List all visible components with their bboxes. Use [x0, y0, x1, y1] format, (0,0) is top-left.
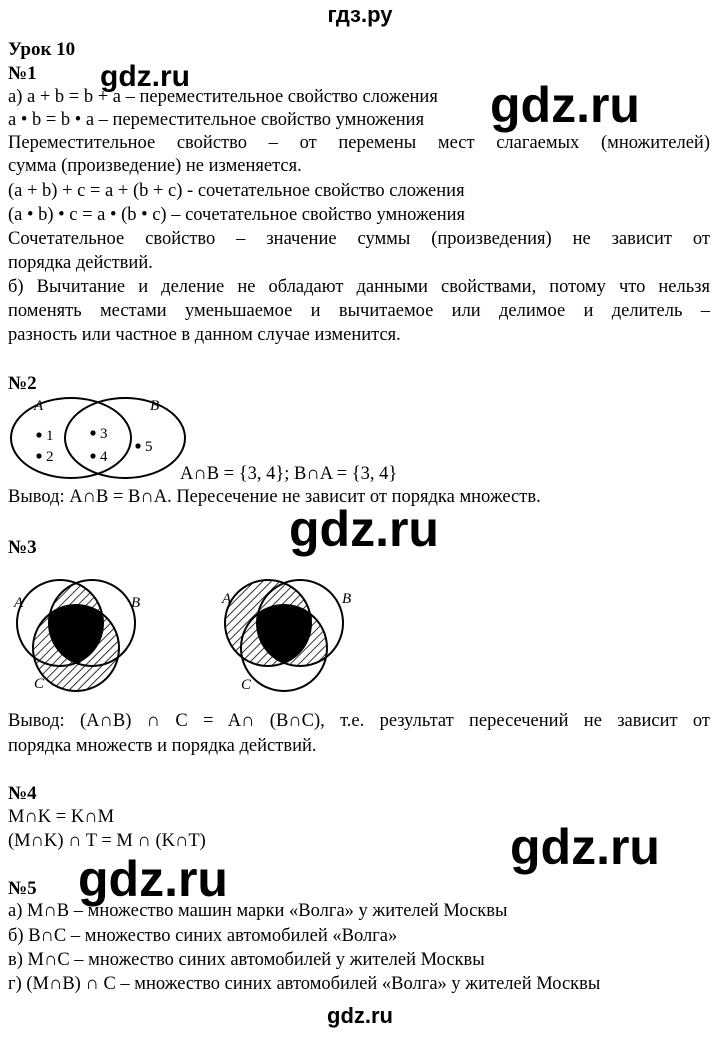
point-label: 5 — [145, 439, 153, 455]
point-label: 2 — [46, 449, 54, 465]
label-b: B — [131, 595, 141, 611]
task5-line: г) (M∩B) ∩ C – множество синих автомобилей «Волга» у жителей Москвы — [8, 974, 601, 994]
point-label: 3 — [100, 426, 108, 442]
label-a: A — [222, 591, 232, 607]
task1-line: (a • b) • c = a • (b • c) – сочетательное свойство умножения — [8, 205, 466, 225]
task1-line: (a + b) + c = a + (b + c) - сочетательное свойство сложения — [8, 181, 465, 201]
task1-line: б) Вычитание и деление не обладают данными свойствами, потому что нельзя — [8, 277, 710, 297]
task1-line: разность или частное в данном случае изменится. — [8, 325, 401, 345]
label-a: A — [14, 595, 24, 611]
set-b-label: B — [150, 398, 160, 414]
task1-line: сумма (произведение) не изменяется. — [8, 156, 302, 176]
point-label: 1 — [46, 428, 54, 444]
watermark: gdz.ru — [490, 77, 640, 133]
set-a-label: A — [34, 398, 44, 414]
task3-conclusion: Вывод: (A∩B) ∩ C = A∩ (B∩C), т.е. результат пересечений не зависит от — [8, 711, 710, 731]
task4-line: M∩K = K∩M — [8, 807, 115, 827]
point-label: 4 — [100, 449, 108, 465]
watermark: gdz.ru — [289, 501, 439, 557]
task1-line: порядка действий. — [8, 253, 153, 273]
task5-line: в) M∩C – множество синих автомобилей у жителей Москвы — [8, 950, 485, 970]
lesson-title: Урок 10 — [8, 39, 76, 60]
task3-conclusion: порядка множеств и порядка действий. — [8, 736, 317, 756]
task1-line: поменять местами уменьшаемое и вычитаемое или делимое и делитель – — [8, 301, 710, 321]
task5-number: №5 — [8, 878, 37, 899]
task1-line: a • b = b • a – переместительное свойство умножения — [8, 110, 425, 130]
watermark: gdz.ru — [78, 851, 228, 907]
task3-venn-diagrams — [0, 572, 720, 702]
label-c: C — [241, 677, 252, 693]
task5-line: б) B∩C – множество синих автомобилей «Волга» — [8, 926, 398, 946]
watermark: gdz.ru — [100, 60, 190, 93]
task4-number: №4 — [8, 783, 37, 804]
task1-number: №1 — [8, 63, 37, 84]
task3-number: №3 — [8, 537, 37, 558]
watermark: gdz.ru — [510, 819, 660, 875]
task2-conclusion: Вывод: A∩B = B∩A. Пересечение не зависит от порядка множеств. — [8, 487, 541, 507]
task1-line: а) a + b = b + a – переместительное свойство сложения — [8, 87, 438, 107]
task2-number: №2 — [8, 373, 37, 394]
task2-venn-diagram — [8, 394, 193, 490]
task5-line: а) M∩B – множество машин марки «Волга» у жителей Москвы — [8, 901, 508, 921]
site-header: гдз.ру — [327, 2, 393, 27]
task4-line: (M∩K) ∩ T = M ∩ (K∩T) — [8, 831, 206, 851]
task1-line: Переместительное свойство – от перемены мест слагаемых (множителей) — [8, 133, 710, 153]
task1-line: Сочетательное свойство – значение суммы (произведения) не зависит от — [8, 229, 710, 249]
task2-equation: A∩B = {3, 4}; B∩A = {3, 4} — [180, 464, 398, 484]
label-c: C — [34, 676, 45, 692]
label-b: B — [342, 591, 352, 607]
site-footer: gdz.ru — [327, 1003, 393, 1028]
